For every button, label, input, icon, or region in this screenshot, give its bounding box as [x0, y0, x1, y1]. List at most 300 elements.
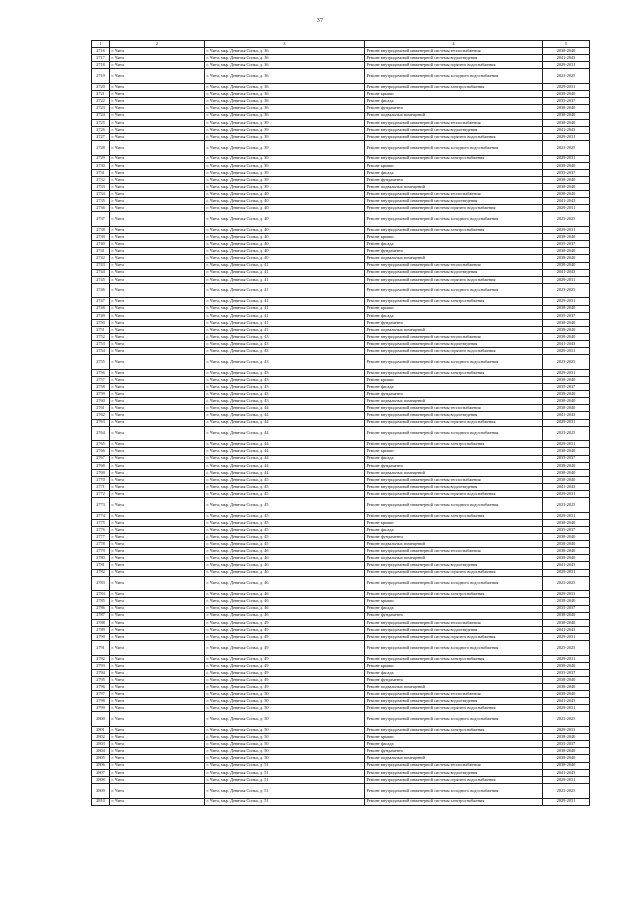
register-table-wrapper	[91, 40, 589, 806]
cell-municipality: г. Чита	[110, 748, 205, 755]
cell-work-type: Ремонт внутридомовой инженерной системы теплоснабжения	[365, 333, 543, 340]
cell-work-type: Ремонт фасада	[365, 455, 543, 462]
cell-period: 2038-2040	[543, 162, 590, 169]
cell-address: г. Чита, мкр. Девичья Сопка, д. 45	[205, 519, 365, 526]
cell-municipality: г. Чита	[110, 498, 205, 513]
cell-address: г. Чита, мкр. Девичья Сопка, д. 46	[205, 598, 365, 605]
cell-period: 2029-2031	[543, 512, 590, 519]
table-row	[92, 748, 590, 755]
cell-period: 2038-2040	[543, 176, 590, 183]
cell-municipality: г. Чита	[110, 369, 205, 376]
cell-address: г. Чита, мкр. Девичья Сопка, д. 40	[205, 191, 365, 198]
cell-municipality: г. Чита	[110, 798, 205, 805]
cell-row-number: 2776	[92, 526, 110, 533]
cell-address: г. Чита, мкр. Девичья Сопка, д. 45	[205, 534, 365, 541]
cell-row-number: 2772	[92, 491, 110, 498]
cell-address: г. Чита, мкр. Девичья Сопка, д. 40	[205, 255, 365, 262]
table-row	[92, 734, 590, 741]
cell-work-type: Ремонт внутридомовой инженерной системы водоотведения	[365, 269, 543, 276]
cell-work-type: Ремонт внутридомовой инженерной системы теплоснабжения	[365, 476, 543, 483]
cell-row-number: 2724	[92, 112, 110, 119]
table-row	[92, 633, 590, 640]
cell-address: г. Чита, мкр. Девичья Сопка, д. 41	[205, 283, 365, 298]
cell-row-number: 2740	[92, 241, 110, 248]
cell-period: 2038-2040	[543, 541, 590, 548]
cell-row-number: 2739	[92, 234, 110, 241]
table-row	[92, 112, 590, 119]
table-row	[92, 98, 590, 105]
cell-municipality: г. Чита	[110, 562, 205, 569]
cell-row-number: 2771	[92, 483, 110, 490]
cell-row-number: 2796	[92, 684, 110, 691]
cell-work-type: Ремонт внутридомовой инженерной системы теплоснабжения	[365, 405, 543, 412]
cell-row-number: 2788	[92, 619, 110, 626]
cell-row-number: 2720	[92, 84, 110, 91]
cell-municipality: г. Чита	[110, 698, 205, 705]
cell-municipality: г. Чита	[110, 676, 205, 683]
table-row	[92, 676, 590, 683]
cell-municipality: г. Чита	[110, 305, 205, 312]
table-row	[92, 84, 590, 91]
cell-address: г. Чита, мкр. Девичья Сопка, д. 36	[205, 84, 365, 91]
cell-municipality: г. Чита	[110, 62, 205, 69]
cell-work-type: Ремонт подвальных помещений	[365, 555, 543, 562]
cell-municipality: г. Чита	[110, 441, 205, 448]
cell-row-number: 2717	[92, 55, 110, 62]
cell-municipality: г. Чита	[110, 455, 205, 462]
cell-address: г. Чита, мкр. Девичья Сопка, д. 40	[205, 205, 365, 212]
cell-municipality: г. Чита	[110, 612, 205, 619]
cell-period: 2038-2040	[543, 398, 590, 405]
cell-row-number: 2770	[92, 476, 110, 483]
cell-work-type: Ремонт фундамента	[365, 176, 543, 183]
cell-row-number: 2777	[92, 534, 110, 541]
cell-period: 2038-2040	[543, 469, 590, 476]
cell-row-number: 2764	[92, 426, 110, 441]
cell-municipality: г. Чита	[110, 619, 205, 626]
cell-period: 2038-2040	[543, 234, 590, 241]
table-row	[92, 405, 590, 412]
cell-address: г. Чита, мкр. Девичья Сопка, д. 39	[205, 169, 365, 176]
table-row	[92, 441, 590, 448]
table-row	[92, 105, 590, 112]
cell-period: 2038-2040	[543, 377, 590, 384]
cell-work-type: Ремонт внутридомовой инженерной системы горячего водоснабжения	[365, 776, 543, 783]
cell-row-number: 2769	[92, 469, 110, 476]
cell-address: г. Чита, мкр. Девичья Сопка, д. 50	[205, 691, 365, 698]
cell-work-type: Ремонт внутридомовой инженерной системы горячего водоснабжения	[365, 633, 543, 640]
cell-municipality: г. Чита	[110, 741, 205, 748]
cell-address: г. Чита, мкр. Девичья Сопка, д. 44	[205, 441, 365, 448]
cell-municipality: г. Чита	[110, 333, 205, 340]
table-row	[92, 205, 590, 212]
table-row	[92, 326, 590, 333]
cell-municipality: г. Чита	[110, 234, 205, 241]
cell-period: 2038-2040	[543, 391, 590, 398]
cell-period: 2041-2043	[543, 269, 590, 276]
cell-address: г. Чита, мкр. Девичья Сопка, д. 49	[205, 684, 365, 691]
cell-row-number: 2751	[92, 326, 110, 333]
cell-address: г. Чита, мкр. Девичья Сопка, д. 39	[205, 183, 365, 190]
cell-municipality: г. Чита	[110, 769, 205, 776]
cell-work-type: Ремонт внутридомовой инженерной системы теплоснабжения	[365, 48, 543, 55]
cell-municipality: г. Чита	[110, 762, 205, 769]
cell-municipality: г. Чита	[110, 276, 205, 283]
cell-address: г. Чита, мкр. Девичья Сопка, д. 44	[205, 419, 365, 426]
cell-municipality: г. Чита	[110, 705, 205, 712]
cell-work-type: Ремонт фасада	[365, 98, 543, 105]
cell-row-number: 2792	[92, 655, 110, 662]
cell-address: г. Чита, мкр. Девичья Сопка, д. 43	[205, 355, 365, 370]
cell-address: г. Чита, мкр. Девичья Сопка, д. 41	[205, 298, 365, 305]
cell-work-type: Ремонт фундамента	[365, 612, 543, 619]
cell-work-type: Ремонт крыши	[365, 598, 543, 605]
cell-municipality: г. Чита	[110, 419, 205, 426]
cell-row-number: 2727	[92, 133, 110, 140]
cell-row-number: 2793	[92, 662, 110, 669]
cell-period: 2029-2031	[543, 655, 590, 662]
table-row	[92, 691, 590, 698]
cell-municipality: г. Чита	[110, 691, 205, 698]
cell-row-number: 2746	[92, 283, 110, 298]
cell-address: г. Чита, мкр. Девичья Сопка, д. 36	[205, 69, 365, 84]
cell-municipality: г. Чита	[110, 126, 205, 133]
cell-period: 2029-2031	[543, 441, 590, 448]
header-cell-work-type: 4	[365, 41, 543, 48]
header-cell-period: 5	[543, 41, 590, 48]
table-row	[92, 198, 590, 205]
cell-municipality: г. Чита	[110, 348, 205, 355]
cell-period: 2038-2040	[543, 248, 590, 255]
cell-period: 2038-2040	[543, 691, 590, 698]
cell-address: г. Чита, мкр. Девичья Сопка, д. 49	[205, 640, 365, 655]
table-row	[92, 319, 590, 326]
cell-address: г. Чита, мкр. Девичья Сопка, д. 43	[205, 333, 365, 340]
cell-work-type: Ремонт фасада	[365, 526, 543, 533]
header-row	[92, 41, 590, 48]
cell-address: г. Чита, мкр. Девичья Сопка, д. 49	[205, 633, 365, 640]
cell-work-type: Ремонт подвальных помещений	[365, 755, 543, 762]
cell-address: г. Чита, мкр. Девичья Сопка, д. 49	[205, 676, 365, 683]
cell-period: 2023-2025	[543, 783, 590, 798]
cell-period: 2023-2025	[543, 576, 590, 591]
cell-address: г. Чита, мкр. Девичья Сопка, д. 39	[205, 155, 365, 162]
cell-period: 2029-2031	[543, 491, 590, 498]
cell-municipality: г. Чита	[110, 269, 205, 276]
cell-work-type: Ремонт внутридомовой инженерной системы водоотведения	[365, 412, 543, 419]
cell-address: г. Чита, мкр. Девичья Сопка, д. 40	[205, 234, 365, 241]
table-row	[92, 176, 590, 183]
cell-row-number: 2758	[92, 384, 110, 391]
cell-period: 2041-2043	[543, 198, 590, 205]
cell-period: 2029-2031	[543, 776, 590, 783]
cell-address: г. Чита, мкр. Девичья Сопка, д. 51	[205, 762, 365, 769]
cell-municipality: г. Чита	[110, 241, 205, 248]
cell-row-number: 2730	[92, 162, 110, 169]
cell-period: 2035-2037	[543, 312, 590, 319]
cell-row-number: 2785	[92, 598, 110, 605]
cell-row-number: 2760	[92, 398, 110, 405]
cell-work-type: Ремонт внутридомовой инженерной системы электроснабжения	[365, 441, 543, 448]
cell-address: г. Чита, мкр. Девичья Сопка, д. 36	[205, 98, 365, 105]
cell-period: 2038-2040	[543, 119, 590, 126]
cell-row-number: 2733	[92, 183, 110, 190]
cell-row-number: 2781	[92, 562, 110, 569]
table-row	[92, 191, 590, 198]
cell-row-number: 2810	[92, 798, 110, 805]
cell-row-number: 2803	[92, 741, 110, 748]
table-row	[92, 498, 590, 513]
cell-municipality: г. Чита	[110, 519, 205, 526]
cell-period: 2038-2040	[543, 598, 590, 605]
cell-work-type: Ремонт внутридомовой инженерной системы холодного водоснабжения	[365, 426, 543, 441]
cell-municipality: г. Чита	[110, 398, 205, 405]
table-row	[92, 598, 590, 605]
cell-address: г. Чита, мкр. Девичья Сопка, д. 40	[205, 227, 365, 234]
table-row	[92, 241, 590, 248]
cell-work-type: Ремонт внутридомовой инженерной системы теплоснабжения	[365, 762, 543, 769]
cell-period: 2038-2040	[543, 326, 590, 333]
cell-row-number: 2797	[92, 691, 110, 698]
cell-row-number: 2753	[92, 341, 110, 348]
cell-row-number: 2725	[92, 119, 110, 126]
table-row	[92, 776, 590, 783]
cell-address: г. Чита, мкр. Девичья Сопка, д. 36	[205, 62, 365, 69]
cell-row-number: 2801	[92, 727, 110, 734]
cell-period: 2029-2031	[543, 569, 590, 576]
cell-address: г. Чита, мкр. Девичья Сопка, д. 41	[205, 262, 365, 269]
cell-address: г. Чита, мкр. Девичья Сопка, д. 46	[205, 548, 365, 555]
cell-municipality: г. Чита	[110, 640, 205, 655]
cell-work-type: Ремонт внутридомовой инженерной системы холодного водоснабжения	[365, 69, 543, 84]
cell-address: г. Чита, мкр. Девичья Сопка, д. 44	[205, 455, 365, 462]
cell-row-number: 2802	[92, 734, 110, 741]
cell-municipality: г. Чита	[110, 555, 205, 562]
cell-address: г. Чита, мкр. Девичья Сопка, д. 45	[205, 476, 365, 483]
cell-work-type: Ремонт внутридомовой инженерной системы водоотведения	[365, 126, 543, 133]
cell-period: 2038-2040	[543, 548, 590, 555]
table-row	[92, 62, 590, 69]
cell-work-type: Ремонт внутридомовой инженерной системы водоотведения	[365, 198, 543, 205]
cell-period: 2038-2040	[543, 748, 590, 755]
cell-address: г. Чита, мкр. Девичья Сопка, д. 50	[205, 734, 365, 741]
cell-period: 2029-2031	[543, 727, 590, 734]
cell-period: 2035-2037	[543, 605, 590, 612]
cell-municipality: г. Чита	[110, 755, 205, 762]
table-row	[92, 255, 590, 262]
cell-row-number: 2747	[92, 298, 110, 305]
cell-municipality: г. Чита	[110, 684, 205, 691]
table-row	[92, 119, 590, 126]
cell-work-type: Ремонт внутридомовой инженерной системы горячего водоснабжения	[365, 276, 543, 283]
cell-address: г. Чита, мкр. Девичья Сопка, д. 45	[205, 491, 365, 498]
cell-work-type: Ремонт фасада	[365, 384, 543, 391]
cell-period: 2041-2043	[543, 126, 590, 133]
cell-municipality: г. Чита	[110, 712, 205, 727]
cell-work-type: Ремонт подвальных помещений	[365, 684, 543, 691]
cell-period: 2029-2031	[543, 133, 590, 140]
cell-municipality: г. Чита	[110, 48, 205, 55]
cell-address: г. Чита, мкр. Девичья Сопка, д. 50	[205, 748, 365, 755]
cell-row-number: 2718	[92, 62, 110, 69]
cell-period: 2035-2037	[543, 669, 590, 676]
cell-municipality: г. Чита	[110, 491, 205, 498]
cell-work-type: Ремонт внутридомовой инженерной системы холодного водоснабжения	[365, 640, 543, 655]
cell-row-number: 2743	[92, 262, 110, 269]
table-row	[92, 377, 590, 384]
cell-row-number: 2762	[92, 412, 110, 419]
table-row	[92, 512, 590, 519]
cell-address: г. Чита, мкр. Девичья Сопка, д. 49	[205, 669, 365, 676]
cell-municipality: г. Чита	[110, 169, 205, 176]
cell-work-type: Ремонт внутридомовой инженерной системы горячего водоснабжения	[365, 205, 543, 212]
table-row	[92, 669, 590, 676]
cell-work-type: Ремонт внутридомовой инженерной системы горячего водоснабжения	[365, 491, 543, 498]
cell-address: г. Чита, мкр. Девичья Сопка, д. 45	[205, 498, 365, 513]
cell-work-type: Ремонт внутридомовой инженерной системы холодного водоснабжения	[365, 783, 543, 798]
cell-municipality: г. Чита	[110, 248, 205, 255]
cell-work-type: Ремонт внутридомовой инженерной системы водоотведения	[365, 562, 543, 569]
cell-work-type: Ремонт крыши	[365, 234, 543, 241]
table-row	[92, 591, 590, 598]
cell-work-type: Ремонт внутридомовой инженерной системы теплоснабжения	[365, 262, 543, 269]
cell-period: 2023-2025	[543, 140, 590, 155]
cell-municipality: г. Чита	[110, 626, 205, 633]
cell-address: г. Чита, мкр. Девичья Сопка, д. 46	[205, 569, 365, 576]
cell-work-type: Ремонт крыши	[365, 91, 543, 98]
cell-address: г. Чита, мкр. Девичья Сопка, д. 44	[205, 426, 365, 441]
cell-municipality: г. Чита	[110, 326, 205, 333]
cell-period: 2038-2040	[543, 405, 590, 412]
cell-row-number: 2780	[92, 555, 110, 562]
table-row	[92, 312, 590, 319]
cell-period: 2023-2025	[543, 712, 590, 727]
cell-period: 2041-2043	[543, 562, 590, 569]
cell-work-type: Ремонт фасада	[365, 241, 543, 248]
cell-address: г. Чита, мкр. Девичья Сопка, д. 45	[205, 541, 365, 548]
cell-work-type: Ремонт внутридомовой инженерной системы электроснабжения	[365, 798, 543, 805]
cell-work-type: Ремонт внутридомовой инженерной системы водоотведения	[365, 626, 543, 633]
cell-address: г. Чита, мкр. Девичья Сопка, д. 43	[205, 398, 365, 405]
cell-period: 2041-2043	[543, 341, 590, 348]
table-row	[92, 727, 590, 734]
cell-period: 2038-2040	[543, 333, 590, 340]
cell-row-number: 2745	[92, 276, 110, 283]
cell-row-number: 2805	[92, 755, 110, 762]
cell-period: 2038-2040	[543, 112, 590, 119]
cell-work-type: Ремонт внутридомовой инженерной системы теплоснабжения	[365, 191, 543, 198]
cell-address: г. Чита, мкр. Девичья Сопка, д. 39	[205, 126, 365, 133]
cell-period: 2029-2031	[543, 205, 590, 212]
table-row	[92, 769, 590, 776]
cell-municipality: г. Чита	[110, 426, 205, 441]
cell-municipality: г. Чита	[110, 605, 205, 612]
cell-work-type: Ремонт внутридомовой инженерной системы холодного водоснабжения	[365, 712, 543, 727]
cell-address: г. Чита, мкр. Девичья Сопка, д. 46	[205, 605, 365, 612]
cell-row-number: 2808	[92, 776, 110, 783]
cell-address: г. Чита, мкр. Девичья Сопка, д. 46	[205, 591, 365, 598]
cell-period: 2029-2031	[543, 155, 590, 162]
cell-row-number: 2719	[92, 69, 110, 84]
register-table	[91, 40, 590, 806]
cell-address: г. Чита, мкр. Девичья Сопка, д. 44	[205, 448, 365, 455]
cell-address: г. Чита, мкр. Девичья Сопка, д. 36	[205, 112, 365, 119]
cell-row-number: 2755	[92, 355, 110, 370]
cell-municipality: г. Чита	[110, 569, 205, 576]
cell-row-number: 2734	[92, 191, 110, 198]
cell-municipality: г. Чита	[110, 662, 205, 669]
cell-address: г. Чита, мкр. Девичья Сопка, д. 45	[205, 526, 365, 533]
cell-period: 2038-2040	[543, 91, 590, 98]
cell-row-number: 2784	[92, 591, 110, 598]
cell-work-type: Ремонт подвальных помещений	[365, 398, 543, 405]
cell-municipality: г. Чита	[110, 355, 205, 370]
cell-row-number: 2729	[92, 155, 110, 162]
cell-row-number: 2756	[92, 369, 110, 376]
cell-row-number: 2726	[92, 126, 110, 133]
cell-address: г. Чита, мкр. Девичья Сопка, д. 39	[205, 140, 365, 155]
cell-municipality: г. Чита	[110, 133, 205, 140]
cell-address: г. Чита, мкр. Девичья Сопка, д. 43	[205, 377, 365, 384]
cell-period: 2029-2031	[543, 348, 590, 355]
cell-municipality: г. Чита	[110, 391, 205, 398]
table-row	[92, 455, 590, 462]
cell-row-number: 2748	[92, 305, 110, 312]
cell-period: 2023-2025	[543, 498, 590, 513]
cell-period: 2038-2040	[543, 319, 590, 326]
table-row	[92, 698, 590, 705]
table-row	[92, 183, 590, 190]
cell-period: 2023-2025	[543, 283, 590, 298]
cell-row-number: 2766	[92, 448, 110, 455]
cell-period: 2029-2031	[543, 798, 590, 805]
cell-row-number: 2737	[92, 212, 110, 227]
cell-work-type: Ремонт внутридомовой инженерной системы холодного водоснабжения	[365, 576, 543, 591]
cell-row-number: 2798	[92, 698, 110, 705]
cell-address: г. Чита, мкр. Девичья Сопка, д. 41	[205, 326, 365, 333]
cell-address: г. Чита, мкр. Девичья Сопка, д. 40	[205, 212, 365, 227]
table-row	[92, 562, 590, 569]
cell-row-number: 2775	[92, 519, 110, 526]
cell-address: г. Чита, мкр. Девичья Сопка, д. 39	[205, 133, 365, 140]
cell-address: г. Чита, мкр. Девичья Сопка, д. 41	[205, 276, 365, 283]
cell-municipality: г. Чита	[110, 534, 205, 541]
cell-municipality: г. Чита	[110, 69, 205, 84]
cell-work-type: Ремонт крыши	[365, 519, 543, 526]
cell-municipality: г. Чита	[110, 591, 205, 598]
cell-row-number: 2721	[92, 91, 110, 98]
cell-work-type: Ремонт внутридомовой инженерной системы горячего водоснабжения	[365, 705, 543, 712]
cell-row-number: 2786	[92, 605, 110, 612]
table-row	[92, 476, 590, 483]
cell-address: г. Чита, мкр. Девичья Сопка, д. 44	[205, 469, 365, 476]
cell-row-number: 2794	[92, 669, 110, 676]
cell-municipality: г. Чита	[110, 262, 205, 269]
cell-municipality: г. Чита	[110, 283, 205, 298]
cell-work-type: Ремонт внутридомовой инженерной системы холодного водоснабжения	[365, 355, 543, 370]
cell-municipality: г. Чита	[110, 655, 205, 662]
cell-work-type: Ремонт подвальных помещений	[365, 326, 543, 333]
cell-row-number: 2791	[92, 640, 110, 655]
cell-period: 2041-2043	[543, 698, 590, 705]
cell-row-number: 2757	[92, 377, 110, 384]
cell-municipality: г. Чита	[110, 548, 205, 555]
cell-municipality: г. Чита	[110, 669, 205, 676]
table-row	[92, 140, 590, 155]
table-row	[92, 248, 590, 255]
cell-period: 2029-2031	[543, 633, 590, 640]
cell-period: 2035-2037	[543, 169, 590, 176]
